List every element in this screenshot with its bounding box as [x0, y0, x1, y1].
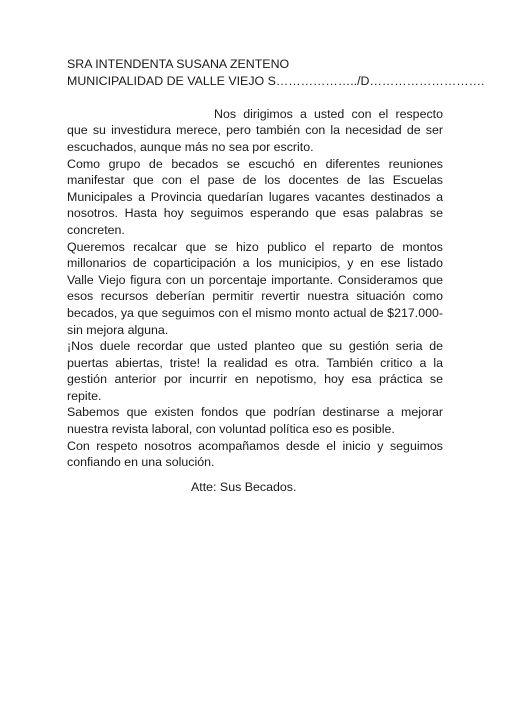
- paragraph-funds: Sabemos que existen fondos que podrían destinarse a mejorar nuestra revista laboral, con voluntad política eso es posible.: [67, 405, 443, 437]
- paragraph-open-doors: ¡Nos duele recordar que usted planteo que su gestión seria de puertas abiertas, triste! la realidad es otra. También critico a la gestión anterior por incurrir en nepotismo, hoy esa práctica se repite.: [67, 339, 443, 403]
- addressee-institution: MUNICIPALIDAD DE VALLE VIEJO S………………../D……………………….: [67, 73, 485, 88]
- paragraph-closing: Con respeto nosotros acompañamos desde el inicio y seguimos confiando en una solución.: [67, 438, 443, 470]
- paragraph-vacancies: Como grupo de becados se escuchó en diferentes reuniones manifestar que con el pase de los docentes de las Escuelas Municipales a Provincia quedarían lugares vacantes destinados a nosotros. Hasta hoy seguimos esperando que esas palabras se concreten.: [67, 156, 443, 237]
- addressee-name: SRA INTENDENTA SUSANA ZENTENO: [67, 57, 290, 71]
- paragraph-intro: Nos dirigimos a usted con el respecto que su investidura merece, pero también con la necesidad de ser escuchados, aunque más no sea por escrito.: [67, 106, 443, 154]
- paragraph-coparticipation: Queremos recalcar que se hizo publico el reparto de montos millonarios de coparticipación a los municipios, y en ese listado Valle Viejo figura con un porcentaje importante. Consideramos que esos recursos deberían permitir revertir nuestra situación como becados, ya que seguimos con el mismo monto actual de $217.000- sin mejora alguna.: [67, 239, 443, 337]
- letter-body: [67, 56, 485, 495]
- signature-line: Atte: Sus Becados.: [191, 479, 297, 494]
